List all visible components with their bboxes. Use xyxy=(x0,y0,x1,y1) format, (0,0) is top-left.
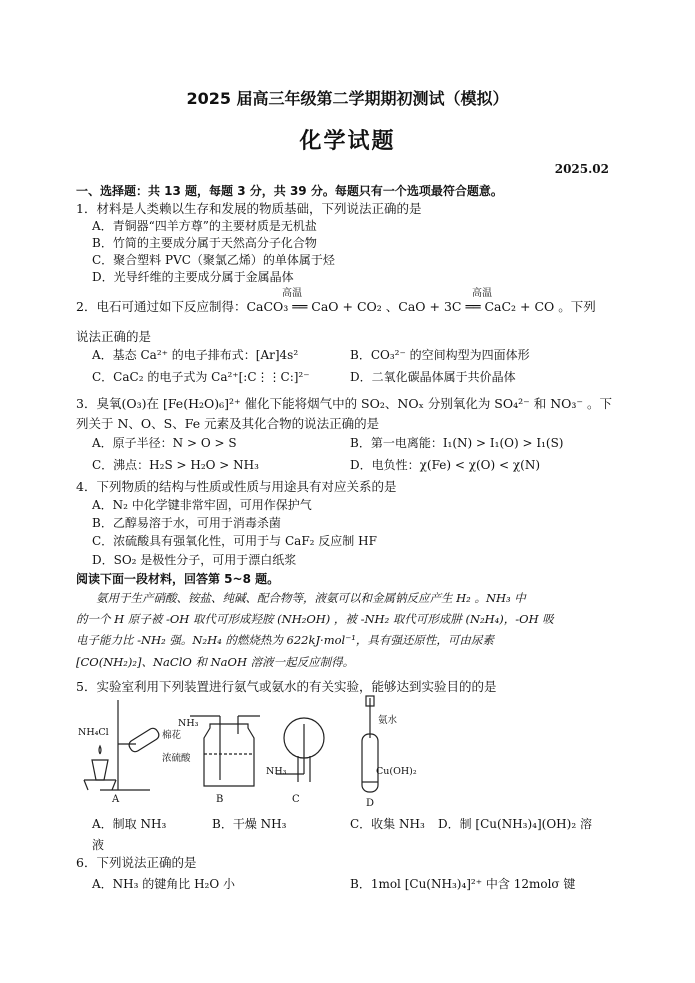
question-1-option-b: B．竹简的主要成分属于天然高分子化合物 xyxy=(92,236,317,250)
question-5-option-a: A．制取 NH₃ xyxy=(92,817,167,831)
label-nh4cl: NH₄Cl xyxy=(78,727,109,738)
question-3-stem: 3．臭氧(O₃)在 [Fe(H₂O)₆]²⁺ 催化下能将烟气中的 SO₂、NOₓ 分别氧化为 SO₄²⁻ 和 NO₃⁻ 。下 xyxy=(76,396,612,411)
wash-bottle xyxy=(204,724,254,786)
label-nh3-in: NH₃ xyxy=(178,718,199,729)
question-5-option-d-cont: 液 xyxy=(92,838,105,852)
question-3-option-d: D．电负性：χ(Fe) < χ(O) < χ(N) xyxy=(350,458,541,472)
apparatus-figure xyxy=(70,694,450,809)
question-5-stem: 5．实验室利用下列装置进行氨气或氨水的有关实验，能够达到实验目的的是 xyxy=(76,679,497,694)
exam-date: 2025.02 xyxy=(554,162,609,176)
figure-label-a: A xyxy=(112,794,120,805)
question-5-option-d: D．制 [Cu(NH₃)₄](OH)₂ 溶 xyxy=(438,817,592,831)
flame xyxy=(99,746,101,754)
question-2-option-d: D．二氧化碳晶体属于共价晶体 xyxy=(350,370,516,384)
section-heading: 一、选择题：共 13 题，每题 3 分，共 39 分。每题只有一个选项最符合题意。 xyxy=(76,184,503,198)
figure-label-b: B xyxy=(216,794,224,805)
question-2-stem-cont: 说法正确的是 xyxy=(76,329,152,344)
label-conc-h2so4: 浓硫酸 xyxy=(162,753,191,764)
question-2-option-b: B．CO₃²⁻ 的空间构型为四面体形 xyxy=(350,348,530,362)
test-tube-d xyxy=(362,734,378,792)
question-4-option-a: A．N₂ 中化学键非常牢固，可用作保护气 xyxy=(92,498,312,512)
alcohol-lamp xyxy=(92,760,108,780)
reading-line-2: 的一个 H 原子被 -OH 取代可形成羟胺 (NH₂OH) ，被 -NH₂ 取代可形成肼 (N₂H₄)，-OH 吸 xyxy=(76,612,554,626)
test-tube-a xyxy=(127,726,160,753)
reaction-condition-2: 高温 xyxy=(472,288,492,299)
question-4-option-d: D．SO₂ 是极性分子，可用于漂白纸浆 xyxy=(92,553,297,567)
figure-label-c: C xyxy=(292,794,300,805)
exam-title: 2025 届高三年级第二学期期初测试（模拟） xyxy=(186,89,509,108)
question-1-option-c: C．聚合塑料 PVC（聚氯乙烯）的单体属于烃 xyxy=(92,253,335,267)
label-cuoh2: Cu(OH)₂ xyxy=(376,766,417,777)
question-1-option-d: D．光导纤维的主要成分属于金属晶体 xyxy=(92,270,294,284)
reaction-condition-1: 高温 xyxy=(282,288,302,299)
question-3-option-a: A．原子半径：N > O > S xyxy=(92,436,237,450)
question-5-option-c: C．收集 NH₃ xyxy=(350,817,425,831)
question-4-option-c: C．浓硫酸具有强氧化性，可用于与 CaF₂ 反应制 HF xyxy=(92,534,377,548)
apparatus-diagram xyxy=(70,694,450,806)
question-6-option-b: B．1mol [Cu(NH₃)₄]²⁺ 中含 12molσ 键 xyxy=(350,877,576,891)
question-2-option-a: A．基态 Ca²⁺ 的电子排布式：[Ar]4s² xyxy=(92,348,299,362)
label-nh3-c: NH₃ xyxy=(266,766,287,777)
question-3-option-b: B．第一电离能：I₁(N) > I₁(O) > I₁(S) xyxy=(350,436,564,450)
question-2-stem: 2．电石可通过如下反应制得：CaCO₃ ══ CaO + CO₂ 、CaO + 3C ══ CaC₂ + CO 。下列 xyxy=(76,299,596,314)
question-3-stem-cont: 列关于 N、O、S、Fe 元素及其化合物的说法正确的是 xyxy=(76,416,380,431)
reading-line-4: [CO(NH₂)₂]、NaClO 和 NaOH 溶液一起反应制得。 xyxy=(76,655,355,669)
reading-heading: 阅读下面一段材料，回答第 5~8 题。 xyxy=(76,572,280,586)
question-1-stem: 1．材料是人类赖以生存和发展的物质基础，下列说法正确的是 xyxy=(76,201,422,216)
question-5-option-b: B．干燥 NH₃ xyxy=(212,817,287,831)
subject-title: 化学试题 xyxy=(299,129,396,154)
question-1-option-a: A．青铜器“四羊方尊”的主要材质是无机盐 xyxy=(92,219,317,233)
question-3-option-c: C．沸点：H₂S > H₂O > NH₃ xyxy=(92,458,259,472)
label-cotton: 棉花 xyxy=(162,730,182,741)
label-ammonia-water: 氨水 xyxy=(378,715,398,726)
figure-label-d: D xyxy=(366,798,375,809)
reading-line-1: 氨用于生产硝酸、铵盐、纯碱、配合物等，液氨可以和金属钠反应产生 H₂ 。NH₃ 中 xyxy=(96,591,526,605)
question-6-stem: 6．下列说法正确的是 xyxy=(76,855,197,870)
reading-line-3: 电子能力比 -NH₂ 强。N₂H₄ 的燃烧热为 622kJ·mol⁻¹，具有强还原性，可由尿素 xyxy=(76,633,494,647)
question-4-option-b: B．乙醇易溶于水，可用于消毒杀菌 xyxy=(92,516,281,530)
question-4-stem: 4．下列物质的结构与性质或性质与用途具有对应关系的是 xyxy=(76,479,397,494)
question-2-option-c: C．CaC₂ 的电子式为 Ca²⁺[:C⋮⋮C:]²⁻ xyxy=(92,370,310,384)
question-6-option-a: A．NH₃ 的键角比 H₂O 小 xyxy=(92,877,235,891)
